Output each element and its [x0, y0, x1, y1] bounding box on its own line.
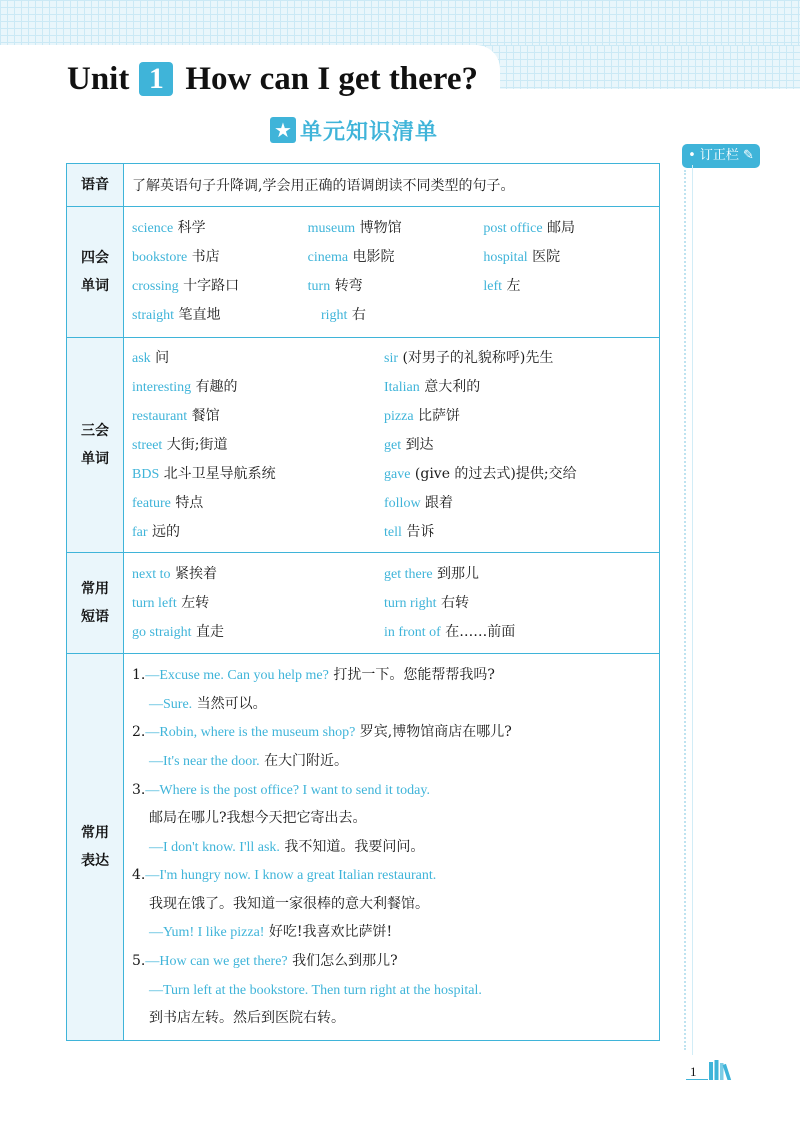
expression-cn: 罗宾,博物馆商店在哪儿? [359, 724, 512, 741]
word-row [132, 518, 659, 547]
phrase-cn: 到那儿 [437, 565, 480, 582]
word-item [132, 431, 384, 460]
expression-en: —Sure. [149, 696, 193, 712]
word-en: street [132, 437, 163, 453]
unit-title-text: How can I get there? [185, 60, 479, 97]
word-cn: 医院 [532, 249, 561, 265]
expression-number: 3. [132, 781, 146, 798]
word-en: tell [384, 524, 402, 540]
phrase-cn: 右转 [440, 594, 469, 611]
expression-cn: 邮局在哪儿?我想今天把它寄出去。 [149, 810, 367, 827]
section-title: 单元知识清单 [300, 119, 439, 145]
word-cn: 跟着 [425, 494, 454, 511]
word-en: science [132, 221, 174, 236]
expression-cn: 在大门附近。 [264, 752, 349, 769]
word-row [132, 373, 659, 402]
four-skill-words-content [124, 207, 660, 338]
word-item [384, 518, 636, 547]
expression-cn: 我不知道。我要问问。 [284, 838, 425, 855]
word-en: turn [307, 279, 331, 294]
word-cn: 笔直地 [178, 307, 221, 323]
label-line: 常用 [81, 825, 109, 841]
expression-cn: 当然可以。 [196, 695, 267, 712]
expression-line [132, 918, 659, 947]
phrase-row [132, 589, 659, 618]
expression-en: —Robin, where is the museum shop? [145, 725, 356, 741]
word-cn: 特点 [175, 494, 204, 511]
expression-cn: 我们怎么到那儿? [292, 953, 398, 970]
books-icon [708, 1058, 734, 1080]
phrase-cn: 左转 [181, 594, 210, 611]
knowledge-table [66, 163, 660, 1041]
word-cn: 北斗卫星导航系统 [163, 465, 276, 482]
table-row-expressions [67, 654, 660, 1041]
expression-en: —Where is the post office? I want to send it today. [145, 782, 430, 798]
expression-line [132, 661, 659, 690]
three-skill-words-content [124, 338, 660, 553]
expression-en: —Yum! I like pizza! [149, 925, 265, 941]
phrase-item [132, 560, 384, 589]
expression-line [132, 776, 659, 805]
expression-line [132, 804, 659, 833]
word-item [308, 243, 484, 272]
word-cn: 书店 [191, 249, 220, 265]
pencil-icon: ✎ [743, 148, 754, 163]
star-icon: ★ [270, 117, 296, 143]
word-row [132, 344, 659, 373]
word-en: hospital [483, 250, 528, 265]
expression-number: 1. [132, 667, 146, 684]
word-item [132, 243, 308, 272]
word-item [132, 272, 308, 301]
word-cn: 电影院 [352, 249, 395, 265]
word-item [308, 214, 484, 243]
word-cn: 意大利的 [424, 378, 481, 395]
label-three-skill-words [67, 338, 124, 553]
word-row [132, 272, 659, 301]
phrase-cn: 紧挨着 [174, 565, 217, 582]
word-item [483, 214, 659, 243]
expression-line [132, 947, 659, 976]
word-cn: 到达 [405, 436, 434, 453]
table-row-four-skill-words [67, 207, 660, 338]
expression-number: 4. [132, 867, 146, 884]
word-row [132, 214, 659, 243]
expression-cn: 到书店左转。然后到医院右转。 [149, 1010, 345, 1027]
title-grid-tab [478, 45, 800, 89]
label-line: 表达 [81, 853, 109, 869]
phrase-en: get there [384, 566, 433, 582]
word-item [132, 518, 384, 547]
expressions-content [124, 654, 660, 1041]
unit-title [67, 58, 478, 100]
word-cn: 右 [351, 307, 366, 323]
word-en: ask [132, 350, 151, 366]
label-line: 常用 [81, 581, 109, 597]
word-cn: 远的 [152, 523, 180, 540]
word-cn: 问 [155, 349, 170, 366]
word-en: restaurant [132, 408, 188, 424]
word-en: sir [384, 350, 398, 366]
expression-en: —I'm hungry now. I know a great Italian restaurant. [145, 868, 437, 884]
phrase-item [384, 618, 636, 647]
expression-line [132, 833, 659, 862]
expression-line [132, 747, 659, 776]
word-row [132, 301, 659, 330]
word-cn: 转弯 [334, 278, 363, 294]
word-en: gave [384, 466, 411, 482]
word-cn: 大街;街道 [166, 436, 228, 453]
unit-word: Unit [67, 60, 130, 97]
word-cn: 告诉 [406, 523, 435, 540]
table-row-three-skill-words [67, 338, 660, 553]
word-cn: 科学 [177, 220, 206, 236]
word-en: bookstore [132, 250, 188, 265]
word-cn: 博物馆 [359, 220, 402, 236]
phrase-item [384, 560, 636, 589]
correction-dotted-line [684, 170, 686, 1050]
phrase-en: next to [132, 566, 171, 582]
label-phrases [67, 553, 124, 654]
word-en: straight [132, 308, 174, 323]
label-expressions [67, 654, 124, 1041]
phrase-cn: 在……前面 [445, 623, 516, 640]
label-text: 语音 [81, 177, 109, 193]
word-en: post office [483, 221, 543, 236]
label-line: 单词 [81, 451, 109, 467]
expression-number: 2. [132, 724, 146, 741]
expression-number: 5. [132, 953, 146, 970]
page-number-rule [686, 1079, 708, 1080]
expression-en: —Turn left at the bookstore. Then turn right at the hospital. [149, 982, 482, 998]
word-en: get [384, 437, 402, 453]
word-en: BDS [132, 466, 160, 482]
label-line: 四会 [81, 250, 109, 266]
section-heading [270, 115, 438, 145]
label-pronunciation [67, 164, 124, 207]
page-number: 1 [690, 1064, 697, 1079]
expression-line [132, 1004, 659, 1033]
expression-line [132, 718, 659, 747]
correction-column-tag [682, 144, 760, 168]
word-item [384, 373, 636, 402]
word-item [132, 489, 384, 518]
word-row [132, 243, 659, 272]
word-en: museum [307, 221, 356, 236]
word-item [132, 301, 321, 330]
word-en: feature [132, 495, 171, 511]
word-en: cinema [307, 250, 349, 265]
word-item [384, 460, 636, 489]
phrase-cn: 直走 [195, 623, 224, 640]
label-four-skill-words [67, 207, 124, 338]
unit-number-badge: 1 [139, 62, 173, 96]
word-en: left [483, 279, 502, 294]
word-item [384, 402, 636, 431]
word-row [132, 460, 659, 489]
word-cn: 餐馆 [191, 407, 220, 424]
expression-en: —It's near the door. [149, 753, 260, 769]
table-row-phrases [67, 553, 660, 654]
phrase-row [132, 560, 659, 589]
expression-cn: 好吃!我喜欢比萨饼! [268, 924, 393, 941]
word-item [308, 272, 484, 301]
expression-en: —How can we get there? [145, 954, 288, 970]
word-en: crossing [132, 279, 179, 294]
word-cn: 有趣的 [195, 378, 238, 395]
label-line: 单词 [81, 278, 109, 294]
word-item [132, 460, 384, 489]
word-cn: 十字路口 [183, 278, 240, 294]
phrases-content [124, 553, 660, 654]
phrase-item [132, 618, 384, 647]
word-en: far [132, 524, 148, 540]
table-row-pronunciation [67, 164, 660, 207]
correction-column-label: 订正栏 [699, 148, 739, 163]
word-row [132, 489, 659, 518]
word-en: pizza [384, 408, 414, 424]
expression-list [132, 661, 659, 1033]
word-item [384, 431, 636, 460]
expression-line [132, 690, 659, 719]
label-line: 三会 [81, 423, 109, 439]
pronunciation-text: 了解英语句子升降调,学会用正确的语调朗读不同类型的句子。 [132, 178, 515, 194]
word-cn: 左 [506, 278, 521, 294]
expression-line [132, 976, 659, 1005]
word-item [132, 402, 384, 431]
word-en: right [321, 308, 348, 323]
correction-rule-line [692, 165, 693, 1055]
word-cn: (对男子的礼貌称呼)先生 [402, 349, 554, 366]
label-line: 短语 [81, 609, 109, 625]
expression-cn: 打扰一下。您能帮帮我吗? [333, 667, 495, 684]
phrase-en: in front of [384, 624, 441, 640]
correction-dot-icon: • [688, 148, 696, 163]
phrase-row [132, 618, 659, 647]
word-row [132, 402, 659, 431]
word-cn: (give 的过去式)提供;交给 [414, 465, 577, 482]
word-cn: 邮局 [547, 220, 576, 236]
word-en: Italian [384, 379, 420, 395]
word-en: follow [384, 495, 421, 511]
expression-cn: 我现在饿了。我知道一家很棒的意大利餐馆。 [149, 895, 429, 912]
word-item [483, 243, 659, 272]
expression-en: —I don't know. I'll ask. [149, 839, 280, 855]
word-en: interesting [132, 379, 192, 395]
word-row [132, 431, 659, 460]
word-item [132, 373, 384, 402]
phrase-item [384, 589, 636, 618]
expression-line [132, 861, 659, 890]
phrase-en: turn right [384, 595, 437, 611]
phrase-en: go straight [132, 624, 192, 640]
expression-line [132, 890, 659, 919]
expression-en: —Excuse me. Can you help me? [145, 668, 329, 684]
word-item [132, 344, 384, 373]
word-item [384, 344, 636, 373]
word-item [321, 301, 510, 330]
phrase-en: turn left [132, 595, 177, 611]
pronunciation-content [124, 164, 660, 207]
phrase-item [132, 589, 384, 618]
word-cn: 比萨饼 [417, 407, 460, 424]
word-item [384, 489, 636, 518]
word-item [483, 272, 659, 301]
word-item [132, 214, 308, 243]
